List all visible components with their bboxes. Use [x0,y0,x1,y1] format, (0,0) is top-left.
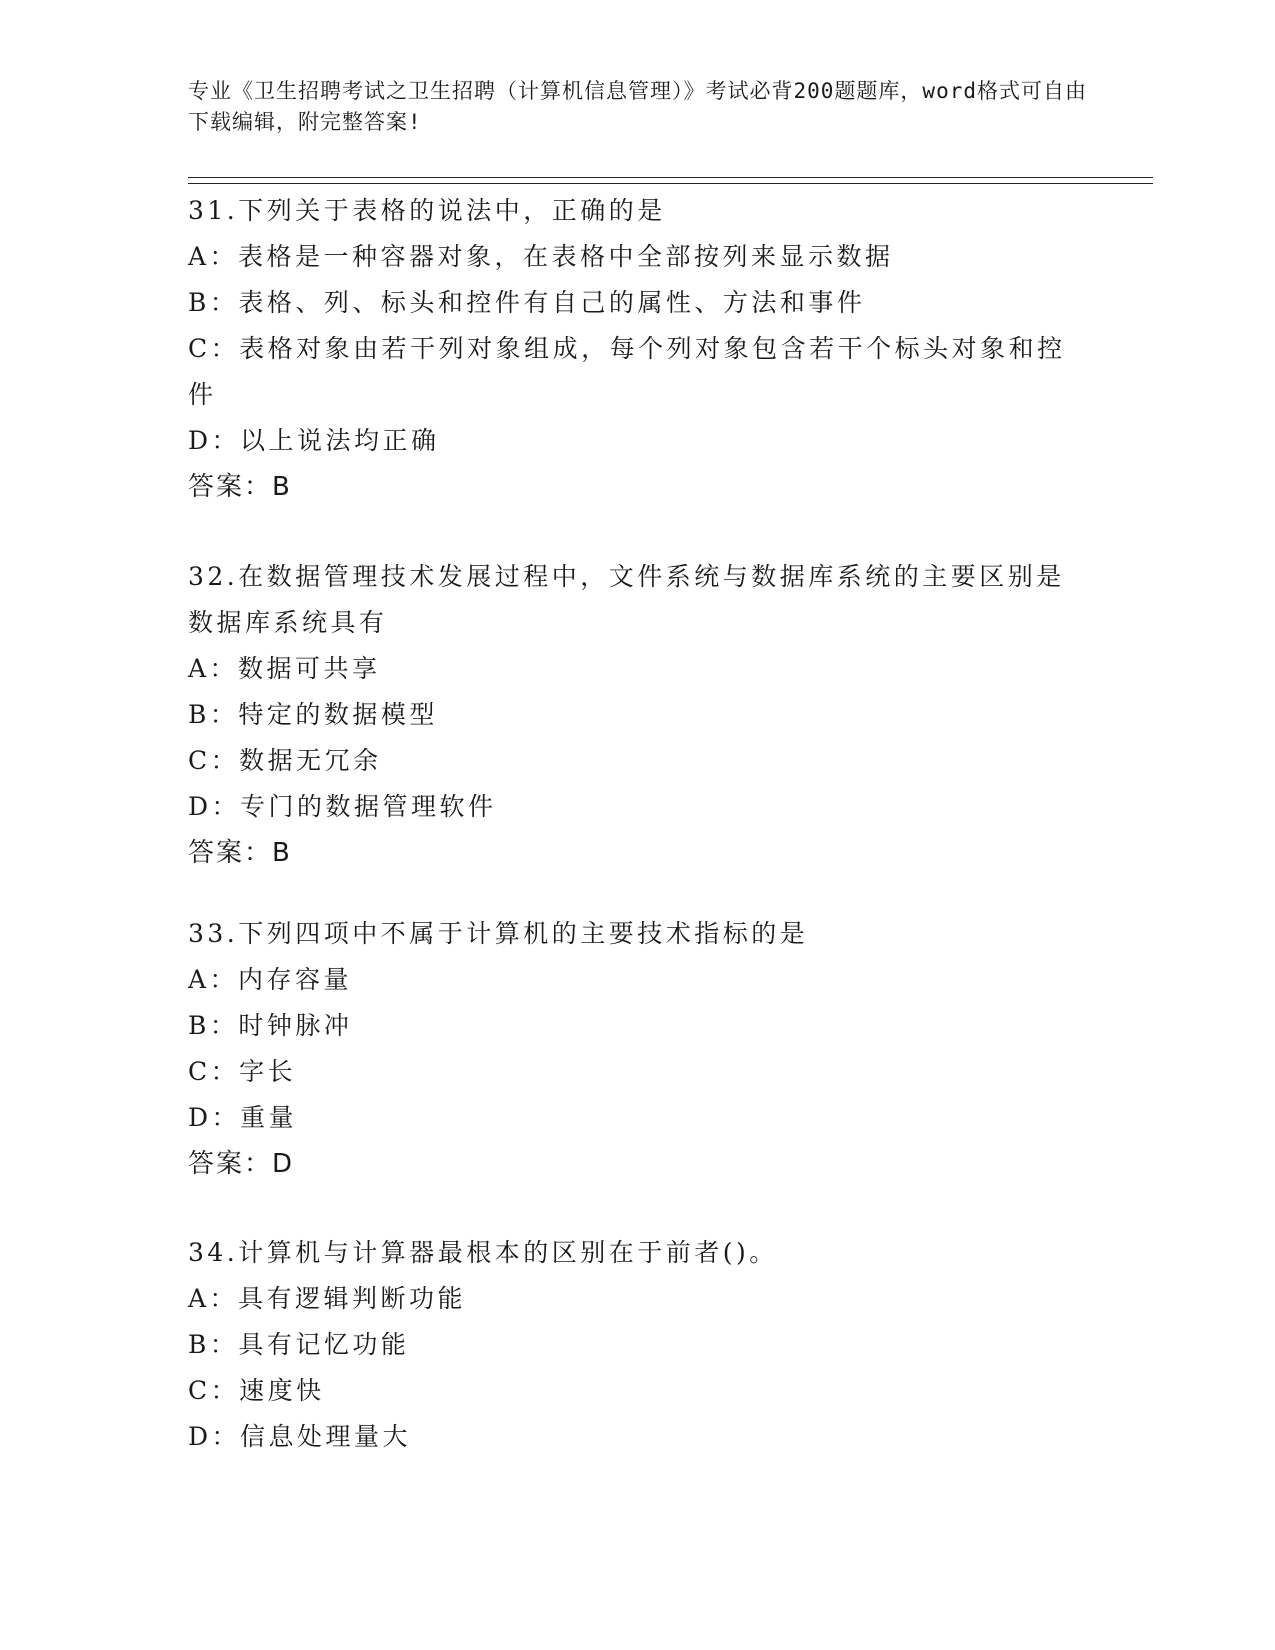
answer: 答案：D [188,1149,295,1179]
answer: 答案：B [188,472,292,502]
option-c: C：字长 [188,1057,297,1086]
question-31 [188,188,1088,510]
answer: 答案：B [188,838,292,868]
option-d: D：以上说法均正确 [188,426,440,455]
option-d: D：信息处理量大 [188,1422,412,1451]
question-stem: 33.下列四项中不属于计算机的主要技术指标的是 [188,919,809,948]
option-d: D：专门的数据管理软件 [188,792,497,821]
option-b: B：时钟脉冲 [188,1011,353,1040]
header-divider-bottom [188,183,1153,184]
question-stem-continued: 数据库系统具有 [188,608,388,637]
option-c: C：表格对象由若干列对象组成，每个列对象包含若干个标头对象和控 [188,334,1066,363]
question-stem: 34.计算机与计算器最根本的区别在于前者()。 [188,1238,778,1267]
option-a: A：表格是一种容器对象，在表格中全部按列来显示数据 [188,242,894,271]
option-c-continued: 件 [188,380,217,409]
header-divider-top [188,177,1153,178]
option-c: C：速度快 [188,1376,325,1405]
document-header: 专业《卫生招聘考试之卫生招聘（计算机信息管理）》考试必背200题题库，word格式可自由下载编辑，附完整答案! [188,79,1087,134]
option-b: B：表格、列、标头和控件有自己的属性、方法和事件 [188,288,866,317]
question-stem: 32.在数据管理技术发展过程中，文件系统与数据库系统的主要区别是 [188,562,1065,591]
question-33 [188,911,1088,1187]
option-a: A：具有逻辑判断功能 [188,1284,467,1313]
question-stem: 31.下列关于表格的说法中，正确的是 [188,196,666,225]
option-c: C：数据无冗余 [188,746,382,775]
option-b: B：特定的数据模型 [188,700,438,729]
option-d: D：重量 [188,1103,298,1132]
option-b: B：具有记忆功能 [188,1330,410,1359]
question-34 [188,1230,1088,1460]
question-32 [188,554,1088,876]
option-a: A：数据可共享 [188,654,381,683]
option-a: A：内存容量 [188,965,353,994]
